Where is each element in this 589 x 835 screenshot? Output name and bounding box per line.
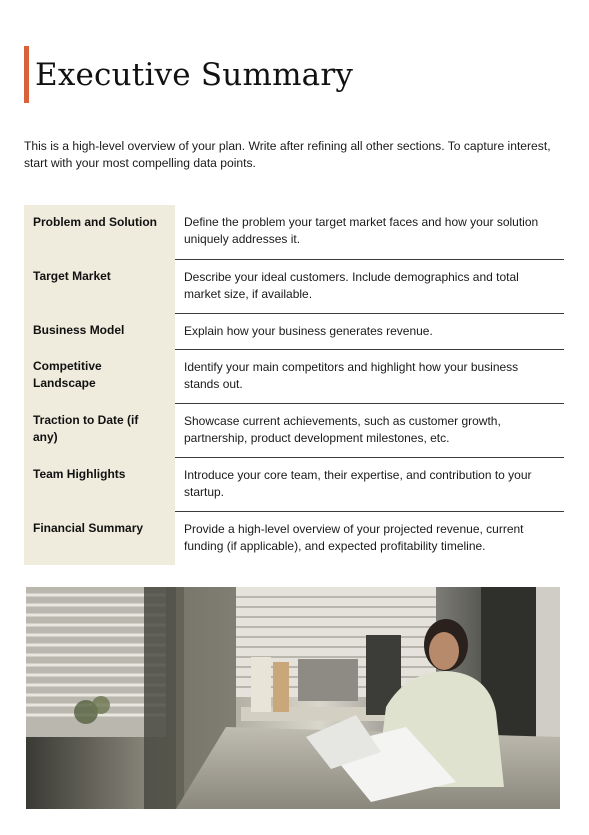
row-label: Business Model — [24, 313, 175, 349]
summary-table — [24, 205, 564, 565]
row-description: Introduce your core team, their expertise, and contribution to your startup. — [175, 457, 564, 511]
table-row — [24, 205, 564, 259]
office-photo — [26, 587, 560, 809]
page-header — [24, 46, 353, 103]
office-photo-illustration — [26, 587, 560, 809]
row-label: Competitive Landscape — [24, 349, 175, 403]
table-row — [24, 403, 564, 457]
row-label: Problem and Solution — [24, 205, 175, 259]
row-description: Provide a high-level overview of your projected revenue, current funding (if applicable), and expected profitability timeline. — [175, 511, 564, 565]
row-label: Team Highlights — [24, 457, 175, 511]
row-description: Explain how your business generates revenue. — [175, 313, 564, 349]
table-row — [24, 313, 564, 349]
intro-paragraph: This is a high-level overview of your plan. Write after refining all other sections. To capture interest, start with your most compelling data points. — [24, 139, 551, 170]
row-label: Traction to Date (if any) — [24, 403, 175, 457]
table-row — [24, 457, 564, 511]
row-description: Define the problem your target market faces and how your solution uniquely addresses it. — [184, 215, 539, 246]
row-description: Identify your main competitors and highlight how your business stands out. — [175, 349, 564, 403]
table-row — [24, 259, 564, 313]
row-label: Target Market — [24, 259, 175, 313]
table-row — [24, 349, 564, 403]
row-description: Showcase current achievements, such as customer growth, partnership, product development milestones, etc. — [175, 403, 564, 457]
title-accent-bar — [24, 46, 29, 103]
row-description: Describe your ideal customers. Include demographics and total market size, if available. — [175, 259, 564, 313]
page-title: Executive Summary — [35, 56, 354, 93]
table-row — [24, 511, 564, 565]
row-label: Financial Summary — [24, 511, 175, 565]
